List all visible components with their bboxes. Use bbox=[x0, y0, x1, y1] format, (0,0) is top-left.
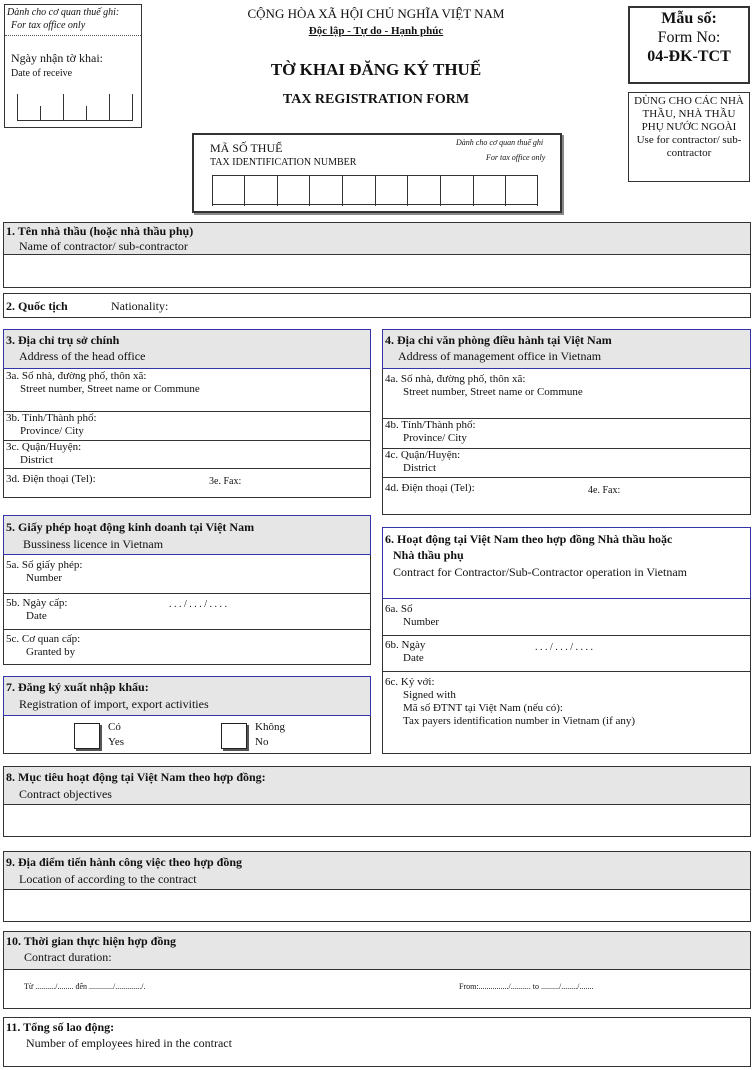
section-7-title-vi: 7. Đăng ký xuất nhập khẩu: bbox=[6, 680, 149, 694]
head-office-province-field[interactable] bbox=[4, 412, 370, 441]
section-11[interactable] bbox=[3, 1017, 751, 1067]
field-3d-label: 3d. Điện thoại (Tel): bbox=[6, 473, 96, 485]
date-received-cells[interactable] bbox=[17, 95, 133, 121]
export-yes-label-en: Yes bbox=[108, 736, 125, 748]
duration-from-en[interactable]: From:.............../.......... to ........./......../....... bbox=[459, 982, 594, 991]
section-9-title-vi: 9. Địa điểm tiến hành công việc theo hợp đồng bbox=[6, 855, 243, 869]
section-7-title-en: Registration of import, export activities bbox=[19, 697, 209, 711]
section-5 bbox=[3, 515, 371, 665]
management-office-street-field[interactable] bbox=[383, 373, 750, 419]
section-11-title-vi: 11. Tổng số lao động: bbox=[6, 1020, 115, 1034]
export-no-label-en: No bbox=[255, 736, 269, 748]
head-office-phone-field[interactable] bbox=[4, 470, 370, 497]
form-number-code: 04-ĐK-TCT bbox=[647, 48, 731, 65]
field-3a-label-en: Street number, Street name or Commune bbox=[20, 383, 200, 395]
section-5-title-en: Bussiness licence in Vietnam bbox=[23, 537, 164, 551]
section-6-title-en: Contract for Contractor/Sub-Contractor operation in Vietnam bbox=[393, 565, 687, 579]
section-2[interactable] bbox=[3, 293, 751, 318]
field-5a-label-vi: 5a. Số giấy phép: bbox=[6, 559, 83, 571]
section-10-title-en: Contract duration: bbox=[24, 950, 112, 964]
field-6b-label-en: Date bbox=[403, 652, 424, 664]
field-5a-label-en: Number bbox=[26, 572, 63, 584]
field-4a-label-en: Street number, Street name or Commune bbox=[403, 386, 583, 398]
field-3c-label-en: District bbox=[20, 454, 53, 466]
republic-title: CỘNG HÒA XÃ HỘI CHỦ NGHĨA VIỆT NAM bbox=[247, 6, 505, 21]
licence-date-field[interactable] bbox=[4, 594, 370, 630]
field-5b-label-en: Date bbox=[26, 610, 47, 622]
management-office-district-field[interactable] bbox=[383, 449, 750, 478]
date-received-label-vi: Ngày nhận tờ khai: bbox=[11, 51, 103, 65]
usage-note-vi: DÙNG CHO CÁC NHÀ THẦU, NHÀ THẦU PHỤ NƯỚC NGOÀI bbox=[634, 95, 744, 133]
field-4c-label-vi: 4c. Quận/Huyện: bbox=[385, 449, 461, 461]
tin-input-cells[interactable] bbox=[212, 175, 538, 205]
tin-box bbox=[192, 133, 562, 213]
field-5b-label-vi: 5b. Ngày cấp: bbox=[6, 597, 68, 609]
field-6c-label-vi: 6c. Ký với: bbox=[385, 676, 435, 688]
section-2-title-en: Nationality: bbox=[111, 299, 169, 313]
office-use-label-en: For tax office only bbox=[11, 20, 86, 31]
field-3c-label-vi: 3c. Quận/Huyện: bbox=[6, 441, 82, 453]
contract-signed-with-field[interactable] bbox=[383, 672, 750, 753]
section-3-title-en: Address of the head office bbox=[19, 349, 146, 363]
field-4b-label-vi: 4b. Tỉnh/Thành phố: bbox=[385, 419, 476, 431]
contract-date-field[interactable] bbox=[383, 636, 750, 672]
contract-date-dots: . . . / . . . / . . . . bbox=[535, 642, 594, 653]
field-6b-label-vi: 6b. Ngày bbox=[385, 639, 426, 651]
section-8-title-en: Contract objectives bbox=[19, 787, 112, 801]
field-3b-label-vi: 3b. Tỉnh/Thành phố: bbox=[6, 412, 97, 424]
section-1 bbox=[3, 222, 751, 288]
section-9-title-en: Location of according to the contract bbox=[19, 872, 197, 886]
section-11-title-en: Number of employees hired in the contract bbox=[26, 1036, 232, 1050]
section-1-title-vi: 1. Tên nhà thầu (hoặc nhà thầu phụ) bbox=[6, 224, 194, 238]
section-3 bbox=[3, 329, 371, 498]
section-4 bbox=[382, 329, 751, 515]
field-3a-label-vi: 3a. Số nhà, đường phố, thôn xã: bbox=[6, 370, 147, 382]
field-6c-label-en: Signed with bbox=[403, 689, 456, 701]
section-9 bbox=[3, 851, 751, 922]
form-title-en: TAX REGISTRATION FORM bbox=[282, 92, 470, 107]
tin-note-vi: Dành cho cơ quan thuế ghi bbox=[456, 138, 544, 147]
form-number-label-en: Form No: bbox=[657, 29, 721, 46]
tin-label-en: TAX IDENTIFICATION NUMBER bbox=[210, 157, 357, 168]
office-use-label-vi: Dành cho cơ quan thuế ghi: bbox=[7, 7, 120, 18]
management-office-phone-field[interactable] bbox=[383, 478, 750, 514]
field-6c-tin-label-vi: Mã số ĐTNT tại Việt Nam (nếu có): bbox=[403, 702, 563, 714]
licence-granted-by-field[interactable] bbox=[4, 630, 370, 664]
export-no-checkbox[interactable] bbox=[221, 723, 247, 749]
licence-number-field[interactable] bbox=[4, 556, 370, 594]
section-4-title-vi: 4. Địa chỉ văn phòng điều hành tại Việt Nam bbox=[385, 333, 612, 347]
field-6c-tin-label-en: Tax payers identification number in Vietnam (if any) bbox=[403, 715, 636, 727]
head-office-district-field[interactable] bbox=[4, 441, 370, 469]
field-4a-label-vi: 4a. Số nhà, đường phố, thôn xã: bbox=[385, 373, 526, 385]
export-yes-label-vi: Có bbox=[108, 721, 121, 733]
head-office-street-field[interactable] bbox=[4, 370, 370, 412]
duration-from-vi[interactable]: Từ ........../........ đến ............/............./. bbox=[24, 982, 146, 991]
section-5-title-vi: 5. Giấy phép hoạt động kinh doanh tại Việt Nam bbox=[6, 520, 255, 534]
section-8-title-vi: 8. Mục tiêu hoạt động tại Việt Nam theo hợp đồng: bbox=[6, 770, 266, 784]
section-2-title-vi: 2. Quốc tịch bbox=[6, 299, 68, 313]
usage-note-box bbox=[628, 92, 750, 182]
form-number-box bbox=[628, 6, 750, 84]
form-number-label-vi: Mẫu số: bbox=[661, 10, 717, 27]
export-no-label-vi: Không bbox=[255, 721, 285, 733]
contractor-name-field[interactable] bbox=[4, 256, 750, 287]
usage-note-en: Use for contractor/ sub-contractor bbox=[636, 134, 742, 159]
form-title-vi: TỜ KHAI ĐĂNG KÝ THUẾ bbox=[270, 60, 482, 79]
section-8 bbox=[3, 766, 751, 837]
tin-label-vi: MÃ SỐ THUẾ bbox=[210, 141, 283, 155]
field-5c-label-en: Granted by bbox=[26, 646, 76, 658]
work-location-field[interactable] bbox=[4, 891, 750, 921]
field-6a-label-en: Number bbox=[403, 616, 440, 628]
field-6a-label-vi: 6a. Số bbox=[385, 603, 413, 615]
section-1-title-en: Name of contractor/ sub-contractor bbox=[19, 239, 188, 253]
national-motto: Độc lập - Tự do - Hạnh phúc bbox=[308, 25, 444, 37]
field-4e-label: 4e. Fax: bbox=[588, 485, 621, 496]
section-6 bbox=[382, 527, 751, 754]
tin-note-en: For tax office only bbox=[486, 153, 546, 162]
date-received-label-en: Date of receive bbox=[11, 68, 73, 79]
field-4b-label-en: Province/ City bbox=[403, 432, 467, 444]
field-4d-label: 4d. Điện thoại (Tel): bbox=[385, 482, 475, 494]
field-4c-label-en: District bbox=[403, 462, 436, 474]
export-yes-checkbox[interactable] bbox=[74, 723, 100, 749]
licence-date-dots: . . . / . . . / . . . . bbox=[169, 599, 228, 610]
section-6-title-vi-line2: Nhà thầu phụ bbox=[393, 548, 464, 562]
field-3e-label: 3e. Fax: bbox=[209, 476, 242, 487]
section-10-title-vi: 10. Thời gian thực hiện hợp đồng bbox=[6, 934, 176, 948]
section-6-title-vi-line1: 6. Hoạt động tại Việt Nam theo hợp đồng Nhà thầu hoặc bbox=[385, 532, 673, 546]
contract-objectives-field[interactable] bbox=[4, 806, 750, 836]
field-5c-label-vi: 5c. Cơ quan cấp: bbox=[6, 633, 81, 645]
office-use-box bbox=[4, 4, 142, 128]
section-4-title-en: Address of management office in Vietnam bbox=[398, 349, 602, 363]
contract-number-field[interactable] bbox=[383, 600, 750, 636]
section-10 bbox=[3, 931, 751, 1009]
section-7 bbox=[3, 676, 371, 754]
management-office-province-field[interactable] bbox=[383, 419, 750, 449]
section-3-title-vi: 3. Địa chỉ trụ sở chính bbox=[6, 333, 120, 347]
field-3b-label-en: Province/ City bbox=[20, 425, 84, 437]
